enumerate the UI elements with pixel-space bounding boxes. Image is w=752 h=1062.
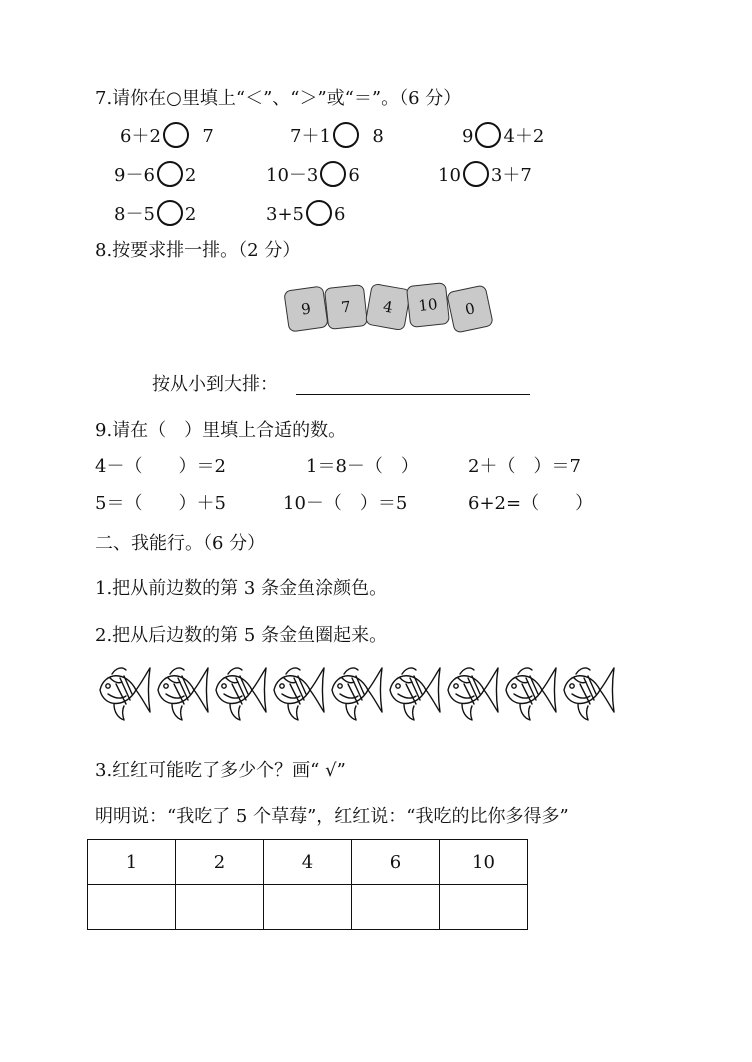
check-cell[interactable] (176, 885, 264, 930)
fill-blank-item[interactable]: 6+2=（ ） (468, 493, 594, 514)
fill-blank-item[interactable]: 2＋（ ）＝7 (468, 456, 581, 477)
compare-right: 2 (184, 204, 197, 225)
compare-item (438, 161, 532, 187)
sort-prompt: 按从小到大排： (152, 374, 278, 395)
goldfish-icon[interactable] (560, 660, 616, 724)
compare-item (114, 200, 196, 226)
fill-blank-item[interactable]: 1＝8－（ ） (306, 456, 419, 477)
goldfish-icon[interactable] (444, 660, 500, 724)
table-row (88, 840, 528, 885)
number-card[interactable]: 0 (446, 284, 494, 333)
compare-left: 10－3 (266, 165, 319, 186)
compare-right: 3＋7 (490, 165, 532, 186)
compare-right: 6 (348, 165, 360, 186)
number-card[interactable]: 10 (406, 282, 450, 328)
check-cell[interactable] (440, 885, 528, 930)
compare-right: 7 (202, 126, 214, 147)
question-text: 明明说：“我吃了 5 个草莓”，红红说：“我吃的比你多得多” (95, 806, 569, 827)
compare-left: 10 (438, 165, 461, 186)
compare-item (462, 122, 544, 148)
compare-right: 6 (334, 204, 346, 225)
answer-line[interactable] (296, 394, 530, 395)
answer-circle[interactable] (475, 122, 501, 148)
number-card[interactable]: 7 (324, 284, 368, 330)
table-row (88, 885, 528, 930)
compare-right: 8 (372, 126, 384, 147)
check-cell[interactable] (88, 885, 176, 930)
number-card[interactable]: 9 (283, 285, 328, 332)
number-cards (284, 282, 504, 338)
compare-right: 2 (184, 165, 197, 186)
compare-item (290, 122, 384, 148)
compare-left: 7＋1 (290, 126, 331, 147)
answer-circle[interactable] (163, 122, 189, 148)
compare-left: 3+5 (266, 204, 304, 225)
check-cell[interactable] (264, 885, 352, 930)
number-card[interactable]: 4 (365, 283, 412, 331)
goldfish-icon[interactable] (502, 660, 558, 724)
answer-table (87, 839, 528, 930)
answer-circle[interactable] (157, 161, 183, 187)
fill-blank-item[interactable]: 4－（ ）＝2 (95, 456, 226, 477)
table-header-cell: 6 (352, 840, 440, 885)
question-text: 2.把从后边数的第 5 条金鱼圈起来。 (95, 625, 388, 646)
compare-left: 6＋2 (120, 126, 161, 147)
goldfish-icon[interactable] (328, 660, 384, 724)
compare-item (266, 200, 345, 226)
answer-circle[interactable] (463, 161, 489, 187)
answer-circle[interactable] (333, 122, 359, 148)
question-text: 1.把从前边数的第 3 条金鱼涂颜色。 (95, 578, 388, 599)
q9-title: 9.请在（ ）里填上合适的数。 (95, 420, 347, 441)
goldfish-row (96, 660, 616, 726)
compare-right: 4＋2 (503, 126, 545, 147)
table-header-cell: 10 (440, 840, 528, 885)
compare-left: 9 (462, 126, 474, 147)
compare-item (114, 161, 196, 187)
compare-item (266, 161, 360, 187)
answer-circle[interactable] (320, 161, 346, 187)
fill-blank-item[interactable]: 5＝（ ）＋5 (95, 493, 226, 514)
compare-left: 8－5 (114, 204, 155, 225)
goldfish-icon[interactable] (154, 660, 210, 724)
compare-left: 9－6 (114, 165, 155, 186)
goldfish-icon[interactable] (270, 660, 326, 724)
section-title: 二、我能行。（6 分） (95, 533, 266, 554)
table-header-cell: 1 (88, 840, 176, 885)
goldfish-icon[interactable] (386, 660, 442, 724)
table-header-cell: 2 (176, 840, 264, 885)
answer-circle[interactable] (157, 200, 183, 226)
question-text: 3.红红可能吃了多少个？画“ √” (95, 760, 346, 781)
goldfish-icon[interactable] (96, 660, 152, 724)
fill-blank-item[interactable]: 10－（ ）＝5 (283, 493, 408, 514)
compare-item (120, 122, 214, 148)
q8-title: 8.按要求排一排。（2 分） (95, 240, 301, 261)
q7-title: 7.请你在○里填上“＜”、“＞”或“＝”。（6 分） (95, 88, 462, 109)
table-header-cell: 4 (264, 840, 352, 885)
answer-circle[interactable] (306, 200, 332, 226)
check-cell[interactable] (352, 885, 440, 930)
goldfish-icon[interactable] (212, 660, 268, 724)
